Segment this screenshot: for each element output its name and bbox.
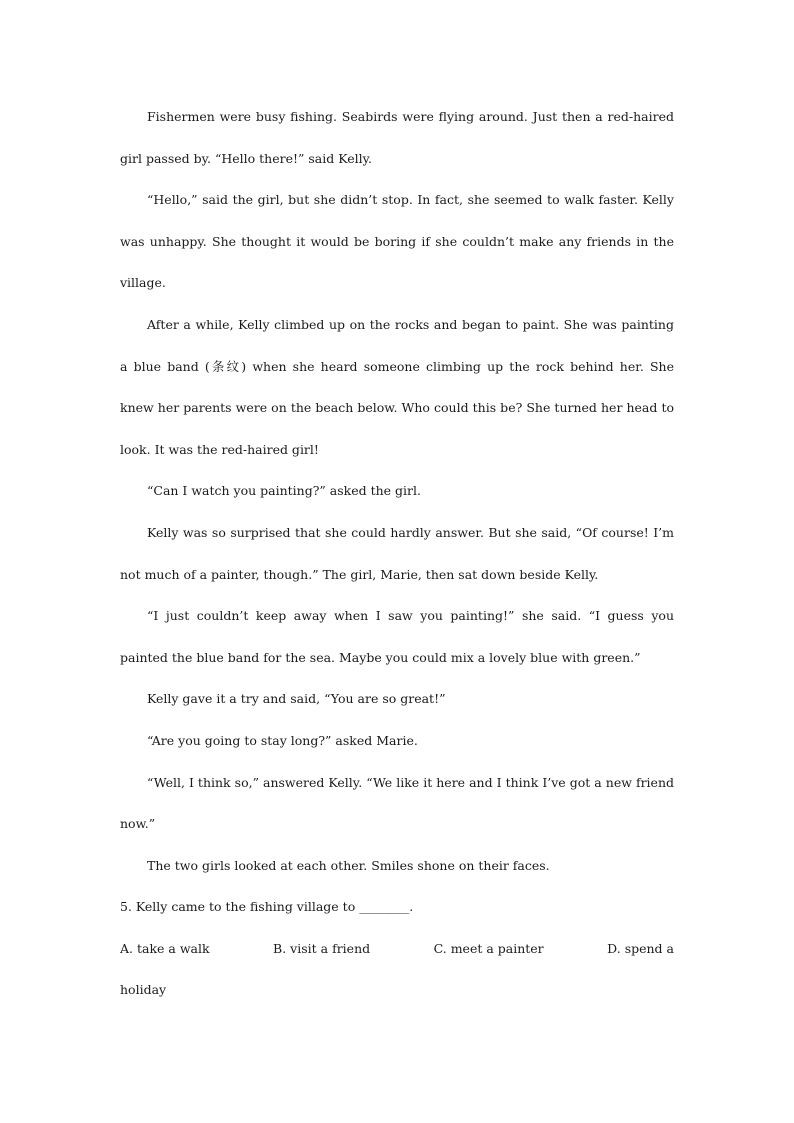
story-paragraph: Kelly was so surprised that she could hardly answer. But she said, “Of course! I’m not much of a painter, though.” The girl, Marie, then sat down beside Kelly. (120, 524, 674, 582)
story-paragraph: “Are you going to stay long?” asked Marie. (147, 732, 418, 748)
option-b: B. visit a friend (273, 940, 371, 956)
story-paragraph: “Hello,” said the girl, but she didn’t stop. In fact, she seemed to walk faster. Kelly was unhappy. She thought it would be boring if she couldn’t make any friends in the village. (120, 192, 674, 291)
option-c: C. meet a painter (433, 940, 544, 956)
document-page (120, 96, 674, 1011)
option-d: D. spend a (607, 940, 674, 956)
story-paragraph: “Well, I think so,” answered Kelly. “We like it here and I think I’ve got a new friend now.” (120, 774, 674, 832)
question-stem: 5. Kelly came to the fishing village to ________. (120, 899, 414, 915)
story-paragraph: “I just couldn’t keep away when I saw you painting!” she said. “I guess you painted the blue band for the sea. Maybe you could mix a lovely blue with green.” (120, 608, 674, 665)
story-paragraph: Fishermen were busy fishing. Seabirds were flying around. Just then a red-haired girl passed by. “Hello there!” said Kelly. (120, 109, 674, 166)
story-paragraph: After a while, Kelly climbed up on the rocks and began to paint. She was painting a blue band (条纹) when she heard someone climbing up the rock behind her. She knew her parents were on the beach below. Who could this be? She turned her head to look. It was the red-haired girl! (120, 316, 674, 457)
story-paragraph: The two girls looked at each other. Smiles shone on their faces. (147, 857, 550, 873)
option-a: A. take a walk (120, 940, 210, 956)
option-d-continued: holiday (120, 982, 167, 998)
answer-options (120, 928, 674, 970)
story-paragraph: Kelly gave it a try and said, “You are so great!” (147, 691, 446, 707)
story-paragraph: “Can I watch you painting?” asked the girl. (147, 483, 421, 499)
